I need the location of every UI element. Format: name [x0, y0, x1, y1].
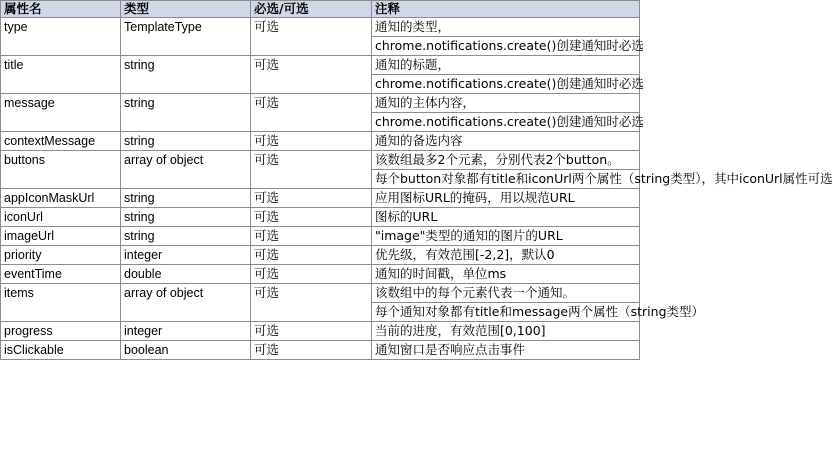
property-name-cell: imageUrl [1, 227, 121, 246]
property-required-cell: 可选 [251, 284, 372, 322]
property-note-cell: 该数组最多2个元素，分别代表2个button。 [372, 151, 640, 170]
table-row [1, 189, 640, 208]
property-note-cell: 通知的主体内容， [372, 94, 640, 113]
property-required-cell: 可选 [251, 246, 372, 265]
property-required-cell: 可选 [251, 56, 372, 94]
property-required-cell: 可选 [251, 18, 372, 56]
property-note-cell: 该数组中的每个元素代表一个通知。 [372, 284, 640, 303]
property-type-cell: double [121, 265, 251, 284]
property-note-cell: 应用图标URL的掩码，用以规范URL [372, 189, 640, 208]
property-required-cell: 可选 [251, 341, 372, 360]
property-type-cell: array of object [121, 151, 251, 189]
property-required-cell: 可选 [251, 132, 372, 151]
property-note-cell: chrome.notifications.create()创建通知时必选 [372, 113, 640, 132]
property-name-cell: title [1, 56, 121, 94]
property-name-cell: isClickable [1, 341, 121, 360]
property-name-cell: contextMessage [1, 132, 121, 151]
property-required-cell: 可选 [251, 227, 372, 246]
property-type-cell: array of object [121, 284, 251, 322]
property-required-cell: 可选 [251, 265, 372, 284]
property-note-cell: 图标的URL [372, 208, 640, 227]
table-row [1, 322, 640, 341]
property-name-cell: message [1, 94, 121, 132]
table-row [1, 227, 640, 246]
property-name-cell: eventTime [1, 265, 121, 284]
property-note-cell: 当前的进度，有效范围[0,100] [372, 322, 640, 341]
property-note-cell: 每个button对象都有title和iconUrl两个属性（string类型），其中iconUrl属性可选 [372, 170, 640, 189]
property-note-cell: 优先级，有效范围[-2,2]，默认0 [372, 246, 640, 265]
property-name-cell: priority [1, 246, 121, 265]
property-required-cell: 可选 [251, 322, 372, 341]
property-note-cell: 每个通知对象都有title和message两个属性（string类型） [372, 303, 640, 322]
table-row [1, 284, 640, 303]
table-row [1, 18, 640, 37]
property-type-cell: string [121, 56, 251, 94]
table-row [1, 56, 640, 75]
table-row [1, 151, 640, 170]
property-name-cell: items [1, 284, 121, 322]
property-note-cell: 通知的备选内容 [372, 132, 640, 151]
property-name-cell: type [1, 18, 121, 56]
table-header-row [1, 1, 640, 18]
property-required-cell: 可选 [251, 151, 372, 189]
property-note-cell: chrome.notifications.create()创建通知时必选 [372, 37, 640, 56]
property-type-cell: boolean [121, 341, 251, 360]
property-type-cell: integer [121, 246, 251, 265]
property-type-cell: string [121, 94, 251, 132]
header-required: 必选/可选 [251, 1, 372, 18]
property-type-cell: string [121, 189, 251, 208]
property-name-cell: appIconMaskUrl [1, 189, 121, 208]
table-row [1, 132, 640, 151]
property-type-cell: string [121, 132, 251, 151]
property-note-cell: chrome.notifications.create()创建通知时必选 [372, 75, 640, 94]
property-note-cell: "image"类型的通知的图片的URL [372, 227, 640, 246]
header-name: 属性名 [1, 1, 121, 18]
property-name-cell: iconUrl [1, 208, 121, 227]
table-row [1, 265, 640, 284]
property-note-cell: 通知的类型， [372, 18, 640, 37]
property-name-cell: progress [1, 322, 121, 341]
property-name-cell: buttons [1, 151, 121, 189]
table-row [1, 208, 640, 227]
table-body [1, 18, 833, 360]
header-note: 注释 [372, 1, 640, 18]
property-type-cell: string [121, 227, 251, 246]
header-type: 类型 [121, 1, 251, 18]
property-type-cell: TemplateType [121, 18, 251, 56]
table-row [1, 94, 640, 113]
property-note-cell: 通知的标题， [372, 56, 640, 75]
property-type-cell: string [121, 208, 251, 227]
property-note-cell: 通知的时间戳，单位ms [372, 265, 640, 284]
property-required-cell: 可选 [251, 208, 372, 227]
property-type-cell: integer [121, 322, 251, 341]
property-required-cell: 可选 [251, 189, 372, 208]
table-row [1, 246, 640, 265]
property-note-cell: 通知窗口是否响应点击事件 [372, 341, 640, 360]
property-required-cell: 可选 [251, 94, 372, 132]
table-row [1, 341, 640, 360]
